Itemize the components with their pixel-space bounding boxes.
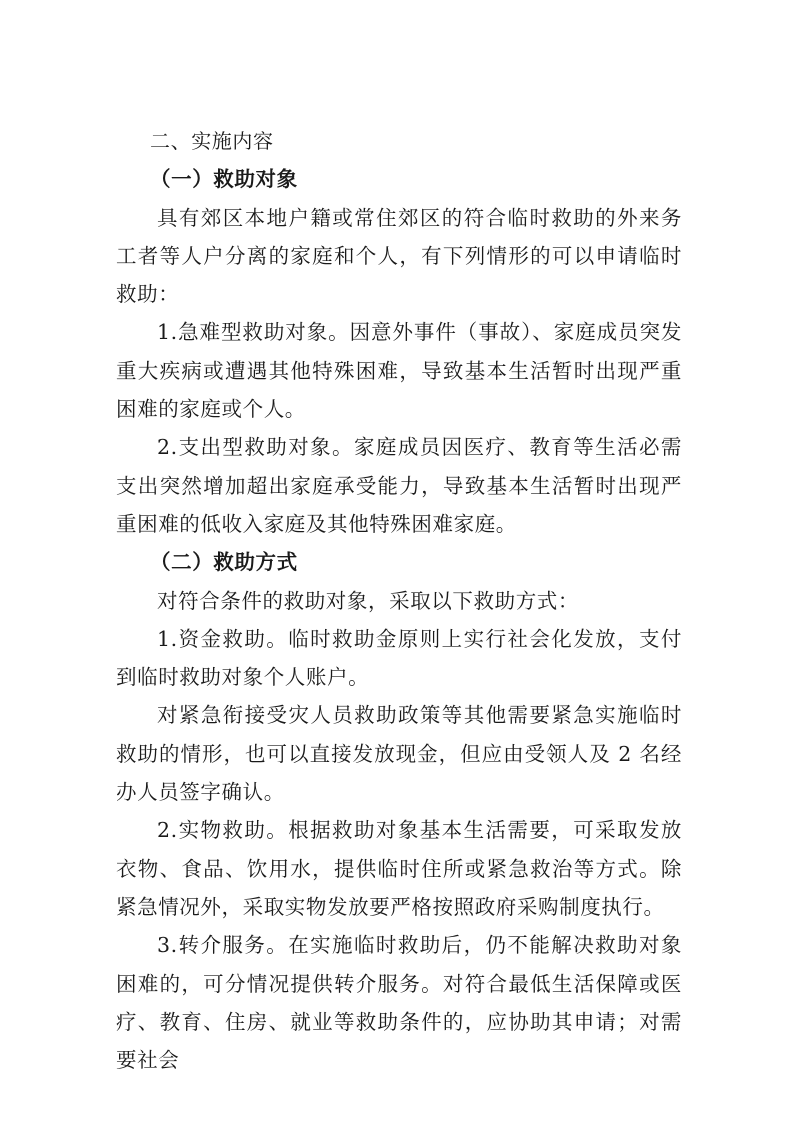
subsection-heading-2: （二）救助方式 xyxy=(150,550,298,575)
subsection-heading-1: （一）救助对象 xyxy=(150,167,298,192)
paragraph-methods-intro: 对符合条件的救助对象，采取以下救助方式： xyxy=(157,588,579,613)
paragraph-eligibility-intro: 具有郊区本地户籍或常住郊区的符合临时救助的外来务工者等人户分离的家庭和个人，有下列情形的可以申请临时救助： xyxy=(116,205,682,307)
paragraph-referral-service: 3.转介服务。在实施临时救助后，仍不能解决救助对象困难的，可分情况提供转介服务。对符合最低生活保障或医疗、教育、住房、就业等救助条件的，应协助其申请；对需要社会 xyxy=(116,933,682,1073)
paragraph-emergency-type: 1.急难型救助对象。因意外事件（事故）、家庭成员突发重大疾病或遭遇其他特殊困难，导致基本生活暂时出现严重困难的家庭或个人。 xyxy=(116,320,682,422)
paragraph-in-kind-assistance: 2.实物救助。根据救助对象基本生活需要，可采取发放衣物、食品、饮用水，提供临时住所或紧急救治等方式。除紧急情况外，采取实物发放要严格按照政府采购制度执行。 xyxy=(116,818,682,919)
paragraph-cash-exception: 对紧急衔接受灾人员救助政策等其他需要紧急实施临时救助的情形，也可以直接发放现金，但应由受领人及 2 名经办人员签字确认。 xyxy=(116,703,682,805)
paragraph-expenditure-type: 2.支出型救助对象。家庭成员因医疗、教育等生活必需支出突然增加超出家庭承受能力，导致基本生活暂时出现严重困难的低收入家庭及其他特殊困难家庭。 xyxy=(116,435,682,536)
paragraph-cash-assistance: 1.资金救助。临时救助金原则上实行社会化发放，支付到临时救助对象个人账户。 xyxy=(116,626,682,690)
document-body xyxy=(116,122,682,1079)
section-title: 二、实施内容 xyxy=(150,129,274,153)
